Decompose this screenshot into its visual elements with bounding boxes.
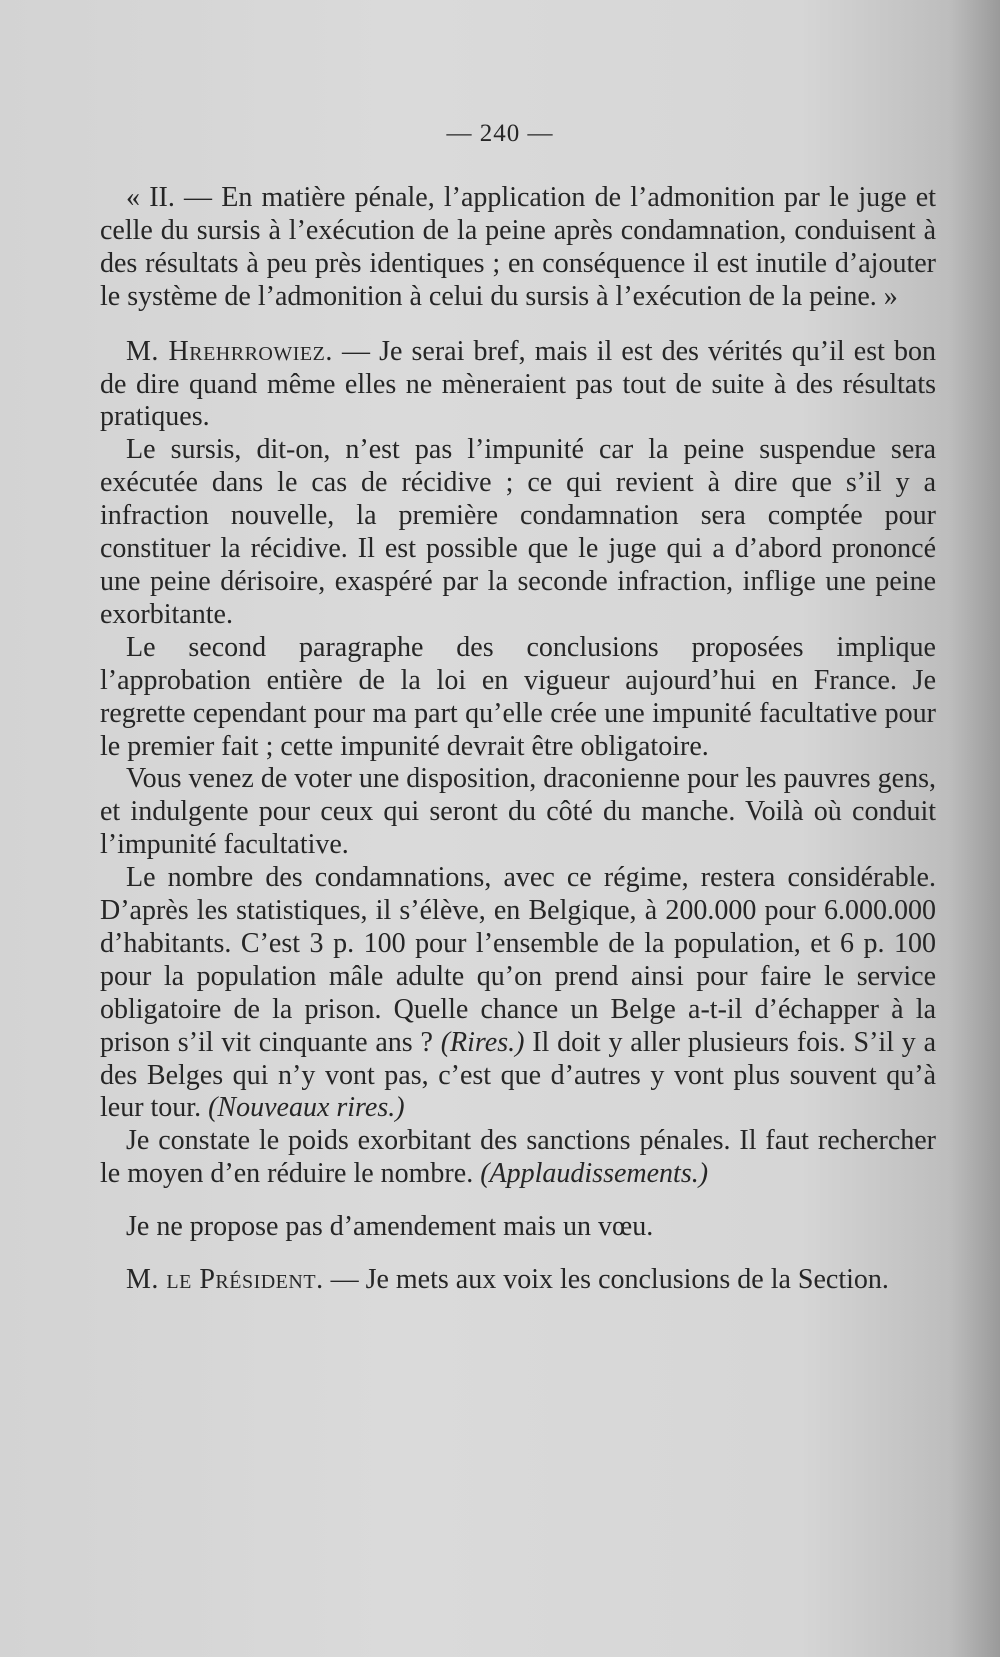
audience-reaction: (Nouveaux rires.) [208,1092,405,1124]
paragraph: Vous venez de voter une disposition, draconienne pour les pauvres gens, et indulgente pour ceux qui seront du côté du manche. Voilà où conduit l’impunité facultative. [100,763,936,861]
speech-text: — Je serai bref, mais il est des vérités qu’il est bon de dire quand même elles ne mèneraient pas tout de suite à des résultats pratiques. [100,335,937,433]
paragraph-text: Je constate le poids exorbitant des sanctions pénales. Il faut rechercher le moyen d’en réduire le nombre. [100,1125,936,1190]
body-text [100,182,936,1297]
page-number: — 240 — [446,120,554,147]
speaker-name: M. le Président. [126,1264,324,1296]
speech-paragraph [100,336,936,435]
quoted-conclusion-paragraph: « II. — En matière pénale, l’application de l’admonition par le juge et celle du sursis à l’exécution de la peine après condamnation, conduisent à des résultats à peu près identiques ; en conséquence il est inutile d’ajouter le système de l’admonition à celui du sursis à l’exécution de la peine. » [100,182,936,312]
paragraph-text: Il doit y aller plusieurs fois. S’il y a des Belges qui n’y vont pas, c’est que d’autres y vont plus souvent qu’à leur tour. [100,1026,936,1124]
speech-paragraph [100,1264,936,1297]
paragraph: Le second paragraphe des conclusions proposées implique l’approbation entière de la loi en vigueur aujourd’hui en France. Je regrette cependant pour ma part qu’elle crée une impunité facultative pour le premier fait ; cette impunité devrait être obligatoire. [100,631,936,762]
audience-reaction: (Applaudissements.) [480,1158,709,1190]
speaker-name: M. Hrehrrowiez. [126,335,333,367]
paragraph: Le sursis, dit-on, n’est pas l’impunité car la peine suspendue sera exécutée dans le cas de récidive ; ce qui revient à dire que s’il y a infraction nouvelle, la première condamnation sera comptée pour constituer la récidive. Il est possible que le juge qui a d’abord prononcé une peine dérisoire, exaspéré par la seconde infraction, inflige une peine exorbitante. [100,434,936,630]
paragraph [100,1125,936,1191]
paragraph: Je ne propose pas d’amendement mais un vœu. [126,1211,654,1243]
audience-reaction: (Rires.) [440,1026,525,1058]
speech-text: — Je mets aux voix les conclusions de la Section. [323,1264,889,1296]
paragraph-text: Le nombre des condamnations, avec ce régime, restera considérable. D’après les statistiques, il s’élève, en Belgique, à 200.000 pour 6.000.000 d’habitants. C’est 3 p. 100 pour l’ensemble de la population, et 6 p. 100 pour la population mâle adulte qu’on prend ainsi pour faire le service obligatoire de la prison. Quelle chance un Belge a-t-il d’échapper à la prison s’il vit cinquante ans ? [100,862,936,1058]
paragraph [100,862,936,1125]
